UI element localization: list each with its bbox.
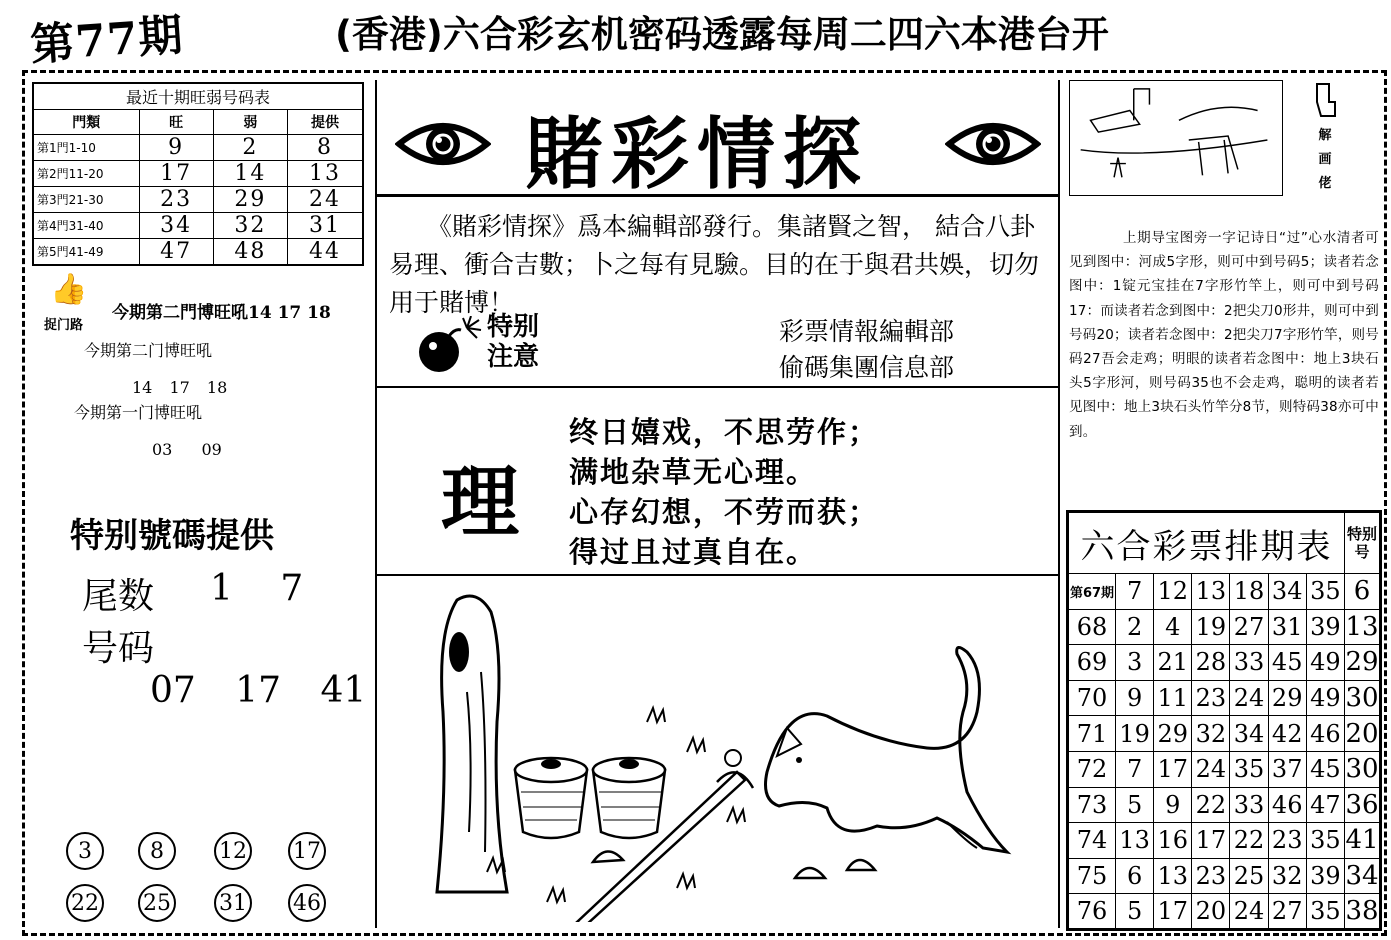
period-cell: 72 <box>1068 751 1116 787</box>
poem-line: 得过且过真自在。 <box>569 535 818 569</box>
table-row <box>1068 680 1381 716</box>
cell: 13 <box>1192 574 1230 610</box>
cell: 31 <box>288 212 363 238</box>
cell: 29 <box>213 186 287 212</box>
cell: 33 <box>1230 787 1268 823</box>
cell: 42 <box>1268 716 1306 752</box>
middle-column <box>375 80 1060 928</box>
period-cell: 76 <box>1068 894 1116 930</box>
cell: 24 <box>1230 680 1268 716</box>
cell: 12 <box>1154 574 1192 610</box>
special-cell: 38 <box>1345 894 1381 930</box>
cell: 16 <box>1154 823 1192 859</box>
cell: 6 <box>1116 858 1154 894</box>
pointing-hand-icon <box>1295 80 1375 120</box>
masthead-title: 賭彩情探 <box>525 109 870 200</box>
cell: 48 <box>213 238 287 265</box>
special-cell: 20 <box>1345 716 1381 752</box>
door1-numbers: 03 09 <box>152 440 222 459</box>
cell: 18 <box>1230 574 1268 610</box>
cell: 17 <box>139 160 213 186</box>
cell: 23 <box>139 186 213 212</box>
cell: 21 <box>1154 645 1192 681</box>
poem-line: 满地杂草无心理。 <box>569 455 818 489</box>
special-cell: 41 <box>1345 823 1381 859</box>
special-cell: 29 <box>1345 645 1381 681</box>
weak-strong-table <box>32 82 364 266</box>
table-caption: 最近十期旺弱号码表 <box>33 83 363 109</box>
cell: 13 <box>1116 823 1154 859</box>
cell: 22 <box>1230 823 1268 859</box>
table-header: 門類 <box>33 109 139 134</box>
special-cell: 30 <box>1345 680 1381 716</box>
cell: 9 <box>1116 680 1154 716</box>
department-line: 偷碼集團信息部 <box>779 353 955 382</box>
tail-values: 1 7 <box>210 568 304 609</box>
special-cell: 13 <box>1345 609 1381 645</box>
department-block <box>779 314 954 386</box>
poem-line: 终日嬉戏，不思劳作； <box>569 415 880 449</box>
cell: 4 <box>1154 609 1192 645</box>
divider <box>377 574 1058 576</box>
row-label: 第4門31-40 <box>33 212 139 238</box>
row-label: 第5門41-49 <box>33 238 139 265</box>
poem <box>569 412 879 572</box>
table-row <box>1068 823 1381 859</box>
previous-riddle-picture <box>1069 80 1283 196</box>
riddle-explanation: 上期导宝图旁一字记诗日“过”心水清者可见到图中：河成5字形，则可中到号码5；读者若念图中：1锭元宝挂在7字形竹竿上，则可中到号码17：而读者若念到图中：2把尖刀0形井，则可中到号码20；读者若念图中：2把尖刀7字形竹竿，则号码27吾会走鸡；明眼的读者若念图中：地上3块石头5字形河，则号码35也不会走鸡，聪明的读者若见图中：地上3块石头竹竿分8节，则特码38亦可中到。 <box>1069 230 1379 440</box>
cell: 29 <box>1154 716 1192 752</box>
cell: 35 <box>1306 894 1344 930</box>
cell: 11 <box>1154 680 1192 716</box>
department-line: 彩票情報編輯部 <box>779 317 955 346</box>
cell: 19 <box>1116 716 1154 752</box>
cell: 7 <box>1116 751 1154 787</box>
bomb-icon <box>413 316 483 376</box>
cell: 35 <box>1306 823 1344 859</box>
cell: 22 <box>1192 787 1230 823</box>
cell: 39 <box>1306 858 1344 894</box>
riddle-illustration <box>407 592 1027 922</box>
cell: 19 <box>1192 609 1230 645</box>
cell: 29 <box>1268 680 1306 716</box>
cell: 23 <box>1192 680 1230 716</box>
row-label: 第1門1-10 <box>33 134 139 160</box>
cell: 24 <box>1230 894 1268 930</box>
cell: 35 <box>1230 751 1268 787</box>
cell: 49 <box>1306 645 1344 681</box>
notice-label <box>487 312 587 372</box>
cell: 34 <box>1230 716 1268 752</box>
table-row <box>33 186 363 212</box>
table-row <box>1068 894 1381 930</box>
cell: 3 <box>1116 645 1154 681</box>
cell: 13 <box>1154 858 1192 894</box>
notice-line: 特别 <box>487 312 540 342</box>
table-row <box>1068 645 1381 681</box>
cell: 45 <box>1306 751 1344 787</box>
cell: 28 <box>1192 645 1230 681</box>
cell: 44 <box>288 238 363 265</box>
cell: 2 <box>1116 609 1154 645</box>
cell: 17 <box>1192 823 1230 859</box>
circled-number: 25 <box>138 884 176 922</box>
special-cell: 34 <box>1345 858 1381 894</box>
period-cell: 第67期 <box>1068 574 1116 610</box>
schedule-title: 六合彩票排期表 <box>1068 512 1345 574</box>
cell: 17 <box>1154 751 1192 787</box>
table-header: 旺 <box>139 109 213 134</box>
circled-number: 22 <box>66 884 104 922</box>
cell: 35 <box>1306 574 1344 610</box>
period-cell: 70 <box>1068 680 1116 716</box>
period-cell: 74 <box>1068 823 1116 859</box>
circled-number: 17 <box>288 832 326 870</box>
decode-label: 解画佬 <box>1318 128 1332 191</box>
door2-title: 今期第二门博旺吼 <box>84 341 213 360</box>
table-row <box>1068 787 1381 823</box>
big-character: 理 <box>441 458 520 548</box>
door2-numbers: 14 17 18 <box>132 378 228 397</box>
cell: 17 <box>1154 894 1192 930</box>
eye-icon <box>945 116 1041 172</box>
cell: 20 <box>1192 894 1230 930</box>
cell: 24 <box>288 186 363 212</box>
special-header: 特别号 <box>1345 512 1381 574</box>
tail-label: 尾数 <box>82 576 155 617</box>
period-cell: 73 <box>1068 787 1116 823</box>
issue-number: 第77期 <box>28 9 186 72</box>
special-cell: 36 <box>1345 787 1381 823</box>
table-row <box>1068 716 1381 752</box>
cell: 33 <box>1230 645 1268 681</box>
poem-line: 心存幻想，不劳而获； <box>569 495 880 529</box>
cell: 14 <box>213 160 287 186</box>
draw-schedule-table <box>1066 510 1382 931</box>
cell: 27 <box>1268 894 1306 930</box>
cell: 2 <box>213 134 287 160</box>
cell: 45 <box>1268 645 1306 681</box>
row-label: 第2門11-20 <box>33 160 139 186</box>
cell: 23 <box>1192 858 1230 894</box>
cell: 8 <box>288 134 363 160</box>
cell: 49 <box>1306 680 1344 716</box>
cell: 46 <box>1306 716 1344 752</box>
period-cell: 68 <box>1068 609 1116 645</box>
cell: 39 <box>1306 609 1344 645</box>
table-row <box>1068 574 1381 610</box>
cell: 34 <box>1268 574 1306 610</box>
cell: 37 <box>1268 751 1306 787</box>
cell: 31 <box>1268 609 1306 645</box>
table-row <box>33 134 363 160</box>
period-cell: 69 <box>1068 645 1116 681</box>
table-header: 弱 <box>213 109 287 134</box>
headline: (香港)六合彩玄机密码透露每周二四六本港台开 <box>335 13 1109 56</box>
circled-number: 8 <box>138 832 176 870</box>
special-cell: 30 <box>1345 751 1381 787</box>
title-box <box>377 80 1058 200</box>
circled-number: 12 <box>214 832 252 870</box>
circled-number: 3 <box>66 832 104 870</box>
circled-number: 46 <box>288 884 326 922</box>
cell: 9 <box>139 134 213 160</box>
cell: 34 <box>139 212 213 238</box>
divider <box>377 386 1058 388</box>
cell: 27 <box>1230 609 1268 645</box>
cell: 13 <box>288 160 363 186</box>
left-column <box>32 80 367 928</box>
cell: 5 <box>1116 787 1154 823</box>
table-row <box>1068 609 1381 645</box>
table-row <box>33 160 363 186</box>
door1-title: 今期第一门博旺吼 <box>74 403 203 422</box>
cell: 47 <box>139 238 213 265</box>
cell: 46 <box>1268 787 1306 823</box>
door2-highlight: 今期第二門博旺吼14 17 18 <box>112 303 331 323</box>
table-row <box>1068 858 1381 894</box>
cell: 9 <box>1154 787 1192 823</box>
table-row <box>33 238 363 265</box>
table-row <box>33 212 363 238</box>
eye-icon <box>395 116 491 172</box>
thumbs-up-icon: 👍 <box>50 272 88 307</box>
circled-number: 31 <box>214 884 252 922</box>
thumb-label: 捉门路 <box>44 318 84 333</box>
cell: 47 <box>1306 787 1344 823</box>
table-header: 提供 <box>288 109 363 134</box>
cell: 7 <box>1116 574 1154 610</box>
cell: 5 <box>1116 894 1154 930</box>
special-cell: 6 <box>1345 574 1381 610</box>
cell: 32 <box>213 212 287 238</box>
cell: 32 <box>1268 858 1306 894</box>
notice-line: 注意 <box>487 342 540 372</box>
code-values: 07 17 41 <box>150 670 367 711</box>
cell: 32 <box>1192 716 1230 752</box>
table-row <box>1068 751 1381 787</box>
code-label: 号码 <box>82 628 155 669</box>
cell: 25 <box>1230 858 1268 894</box>
period-cell: 71 <box>1068 716 1116 752</box>
period-cell: 75 <box>1068 858 1116 894</box>
cell: 23 <box>1268 823 1306 859</box>
row-label: 第3門21-30 <box>33 186 139 212</box>
intro-text: 《賭彩情探》爲本編輯部發行。集諸賢之智， 結合八卦易理、衝合吉數；卜之每有見驗。目的在于與君共娛，切勿用于賭博！ <box>389 212 1040 317</box>
special-title: 特别號碼提供 <box>70 516 274 556</box>
cell: 24 <box>1192 751 1230 787</box>
